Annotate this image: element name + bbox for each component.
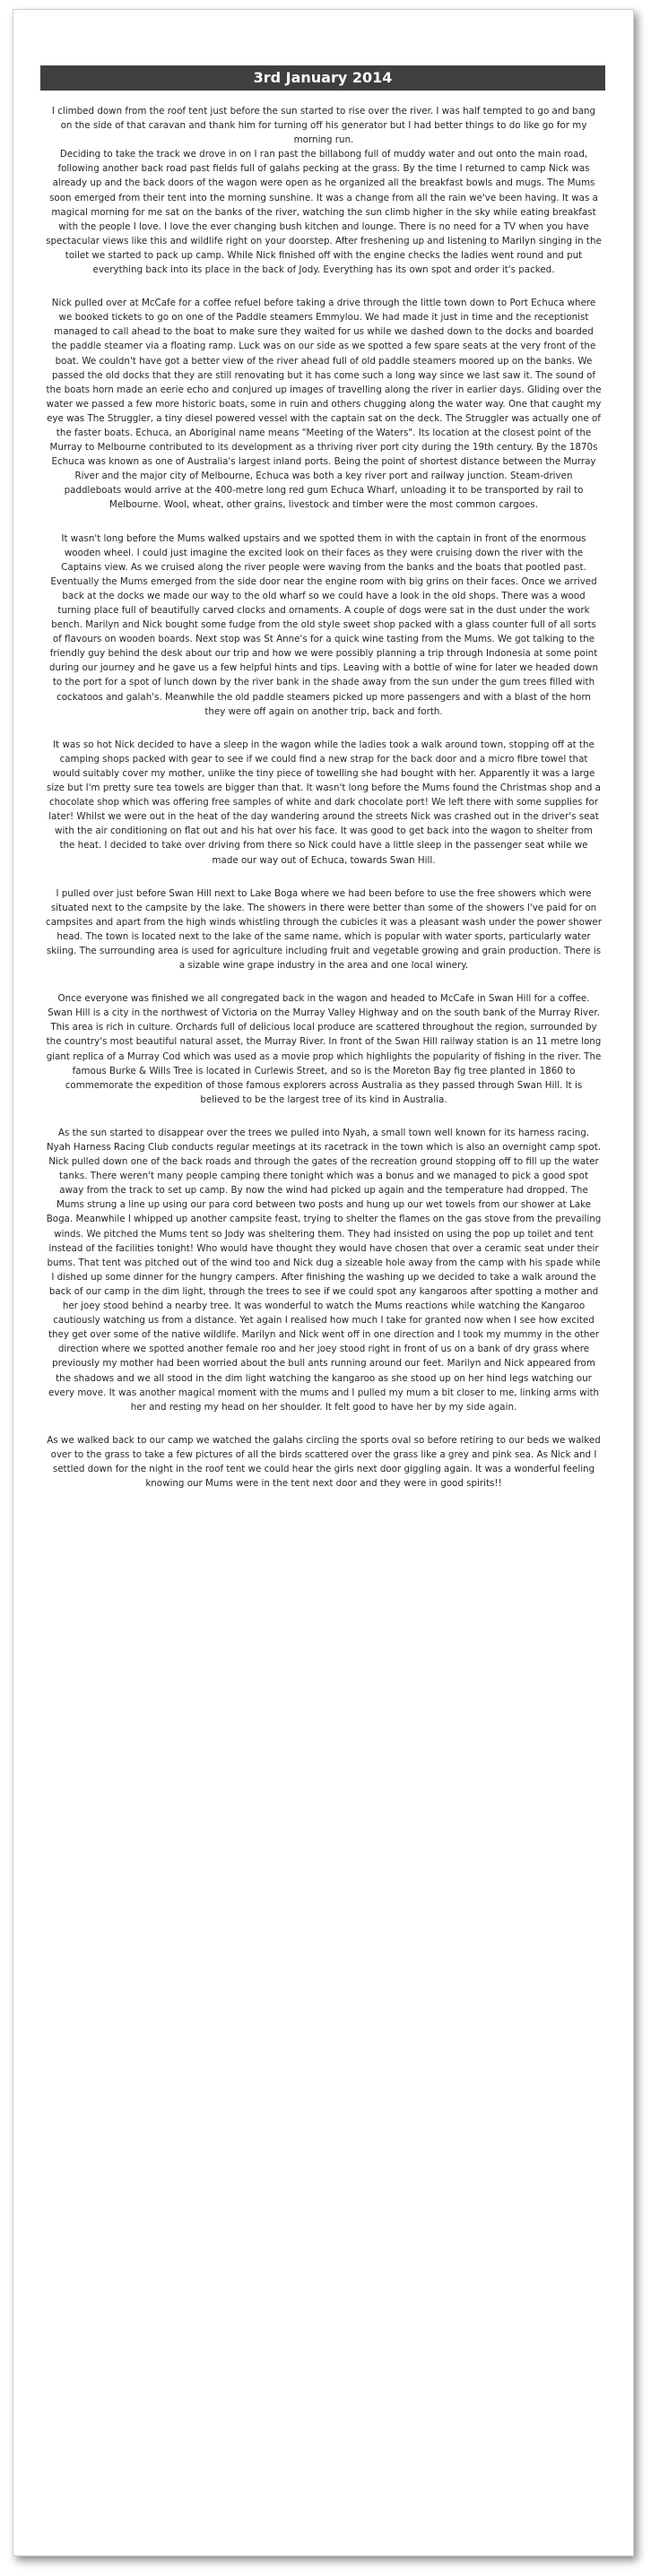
journal-paragraph-1: I climbed down from the roof tent just before the sun started to rise over the river. I was half tempted to go and bang on the side of that caravan and thank him for turning off his generator but I had better things to do like go for my morning run. Deciding to take the track we drove in on I ran past the billabong full of muddy water and out onto the main road, following another back road past fields full of galahs pecking at the grass. By the time I returned to camp Nick was already up and the back doors of the wagon were open as he organized all the breakfast bowls and mugs. The Mums soon emerged from their tent into the morning sunshine. It was a change from all the rain we've been having. It was a magical morning for me sat on the banks of the river, watching the sun climb higher in the sky while eating breakfast with the people I love. I love the ever changing bush kitchen and lounge. There is no need for a TV when you have spectacular views like this and wildlife right on your doorstep. After freshening up and listening to Marilyn singing in the toilet we started to pack up camp. While Nick finished off with the engine checks the ladies went round and put everything back into its place in the back of Jody. Everything has its own spot and order it's packed. (46, 106, 602, 276)
journal-paragraph-7: As the sun started to disappear over the trees we pulled into Nyah, a small town well known for its harness racing. Nyah Harness Racing Club conducts regular meetings at its racetrack in the town which is also an overnight camp spot. Nick pulled down one of the back roads and through the gates of the recreation ground stopping off to fill up the water tanks. There weren't many people camping there tonight which was a bonus and we managed to pick a good spot away from the track to set up camp. By now the wind had picked up again and the temperature had dropped. The Mums strung a line up using our para cord between two posts and hung up our wet towels from our shower at Lake Boga. Meanwhile I whipped up another campsite feast, trying to shelter the flames on the gas stove from the prevailing winds. We pitched the Mums tent so Jody was sheltering them. They had insisted on using the pop up toilet and tent instead of the facilities tonight! Who would have thought they would have chosen that over a ceramic seat under their bums. That tent was pitched out of the wind too and Nick dug a sizeable hole away from the camp with his spade while I dished up some dinner for the hungry campers. After finishing the washing up we decided to take a walk around the back of our camp in the dim light, through the trees to see if we could spot any kangaroos after spotting a mother and her joey stood behind a nearby tree. It was wonderful to watch the Mums reactions while watching the Kangaroo cautiously watching us from a distance. Yet again I realised how much I take for granted now when I see how excited they get over some of the native wildlife. Marilyn and Nick went off in one direction and I took my mummy in the other direction where we spotted another female roo and her joey stood right in front of us on a bank of dry grass where previously my mother had been worried about the bull ants running around our feet. Marilyn and Nick appeared from the shadows and we all stood in the dim light watching the kangaroo as she stood up on her hind legs watching our every move. It was another magical moment with the mums and I pulled my mum a bit closer to me, linking arms with her and resting my head on her shoulder. It felt good to have her by my side again. (46, 1127, 602, 1413)
page-title: 3rd January 2014 (40, 65, 605, 91)
journal-paragraph-3: It wasn't long before the Mums walked upstairs and we spotted them in with the captain in front of the enormous wooden wheel. I could just imagine the excited look on their faces as they were cruising down the river with the Captains view. As we cruised along the river people were waving from the banks and the boats that pootled past. Eventually the Mums emerged from the side door near the engine room with big grins on their faces. Once we arrived back at the docks we made our way to the old wharf so we could have a look in the old shops. There was a wood turning place full of beautifully carved clocks and ornaments. A couple of dogs were sat in the dust under the work bench. Marilyn and Nick bought some fudge from the old style sweet shop packed with a glass counter full of all sorts of flavours on wooden boards. Next stop was St Anne's for a quick wine tasting from the Mums. We got talking to the friendly guy behind the desk about our trip and how we were possibly planning a trip through Indonesia at some point during our journey and he gave us a few helpful hints and tips. Leaving with a bottle of wine for later we headed down to the port for a spot of lunch down by the river bank in the shade away from the sun under the gum trees filled with cockatoos and galah's. Meanwhile the old paddle steamers picked up more passengers and with a blast of the horn they were off again on another trip, back and forth. (49, 532, 598, 717)
journal-paragraph-2: Nick pulled over at McCafe for a coffee refuel before taking a drive through the little town down to Port Echuca where we booked tickets to go on one of the Paddle steamers Emmylou. We had made it just in time and the receptionist managed to call ahead to the boat to make sure they waited for us while we dashed down to the docks and boarded the paddle steamer via a floating ramp. Luck was on our side as we spotted a few spare seats at the very front of the boat. We couldn't have got a better view of the river ahead full of old paddle steamers moored up on the banks. We passed the old docks that they are still renovating but it has come such a long way since we last saw it. The sound of the boats horn made an eerie echo and conjured up images of travelling along the river in earlier days. Gliding over the water we passed a few more historic boats, some in ruin and others chugging along the water way. One that caught my eye was The Struggler, a tiny diesel powered vessel with the captain sat on the deck. The Struggler was actually one of the faster boats. Echuca, an Aboriginal name means "Meeting of the Waters". Its location at the closest point of the Murray to Melbourne contributed to its development as a thriving river port city during the 19th century. By the 1870s Echuca was known as one of Australia's largest inland ports. Being the point of shortest distance between the Murray River and the major city of Melbourne, Echuca was both a key river port and railway junction. Steam-driven paddleboats would arrive at the 400-metre long red gum Echuca Wharf, unloading it to be transported by rail to Melbourne. Wool, wheat, other grains, livestock and timber were the most common cargoes. (46, 298, 602, 511)
journal-paragraph-6: Once everyone was finished we all congregated back in the wagon and headed to McCafe in Swan Hill for a coffee. Swan Hill is a city in the northwest of Victoria on the Murray Valley Highway and on the south bank of the Murray River. This area is rich in culture. Orchards full of delicious local produce are scattered throughout the region, surrounded by the country's most beautiful natural asset, the Murray River. In front of the Swan Hill railway station is an 11 metre long giant replica of a Murray Cod which was used as a movie prop which highlights the popularity of fishing in the river. The famous Burke & Wills Tree is located in Curlewis Street, and so is the Moreton Bay fig tree planted in 1860 to commemorate the expedition of those famous explorers across Australia as they passed through Swan Hill. It is believed to be the largest tree of its kind in Australia. (46, 993, 602, 1105)
journal-paragraph-4: It was so hot Nick decided to have a sleep in the wagon while the ladies took a walk around town, stopping off at the camping shops packed with gear to see if we could find a new strap for the back door and a micro fibre towel that would suitably cover my mother, unlike the tiny piece of towelling she had bought with her. Apparently it was a large size but I'm pretty sure tea towels are bigger than that. It wasn't long before the Mums found the Christmas shop and a chocolate shop which was offering free samples of white and dark chocolate port! We left there with some supplies for later! Whilst we were out in the heat of the day wandering around the streets Nick was crashed out in the driver's seat with the air conditioning on flat out and his hat over his face. It was good to get back into the wagon to shelter from the heat. I decided to take over driving from there so Nick could have a little sleep in the passenger seat while we made our way out of Echuca, towards Swan Hill. (47, 739, 601, 866)
journal-page (13, 9, 634, 2556)
journal-paragraph-8: As we walked back to our camp we watched the galahs circling the sports oval so before retiring to our beds we walked over to the grass to take a few pictures of all the birds scattered over the grass like a grey and pink sea. As Nick and I settled down for the night in the roof tent we could hear the girls next door giggling again. It was a wonderful feeling knowing our Mums were in the tent next door and they were in good spirits!! (47, 1434, 601, 1490)
journal-body (46, 104, 602, 1509)
journal-paragraph-5: I pulled over just before Swan Hill next to Lake Boga where we had been before to use the free showers which were situated next to the campsite by the lake. The showers in there were better than some of the showers I've paid for on campsites and apart from the high winds whistling through the cubicles it was a pleasant wash under the power shower head. The town is located next to the lake of the same name, which is popular with water sports, particularly water skiing. The surrounding area is used for agriculture including fruit and vegetable growing and grain production. There is a sizable wine grape industry in the area and one local winery. (46, 887, 602, 972)
